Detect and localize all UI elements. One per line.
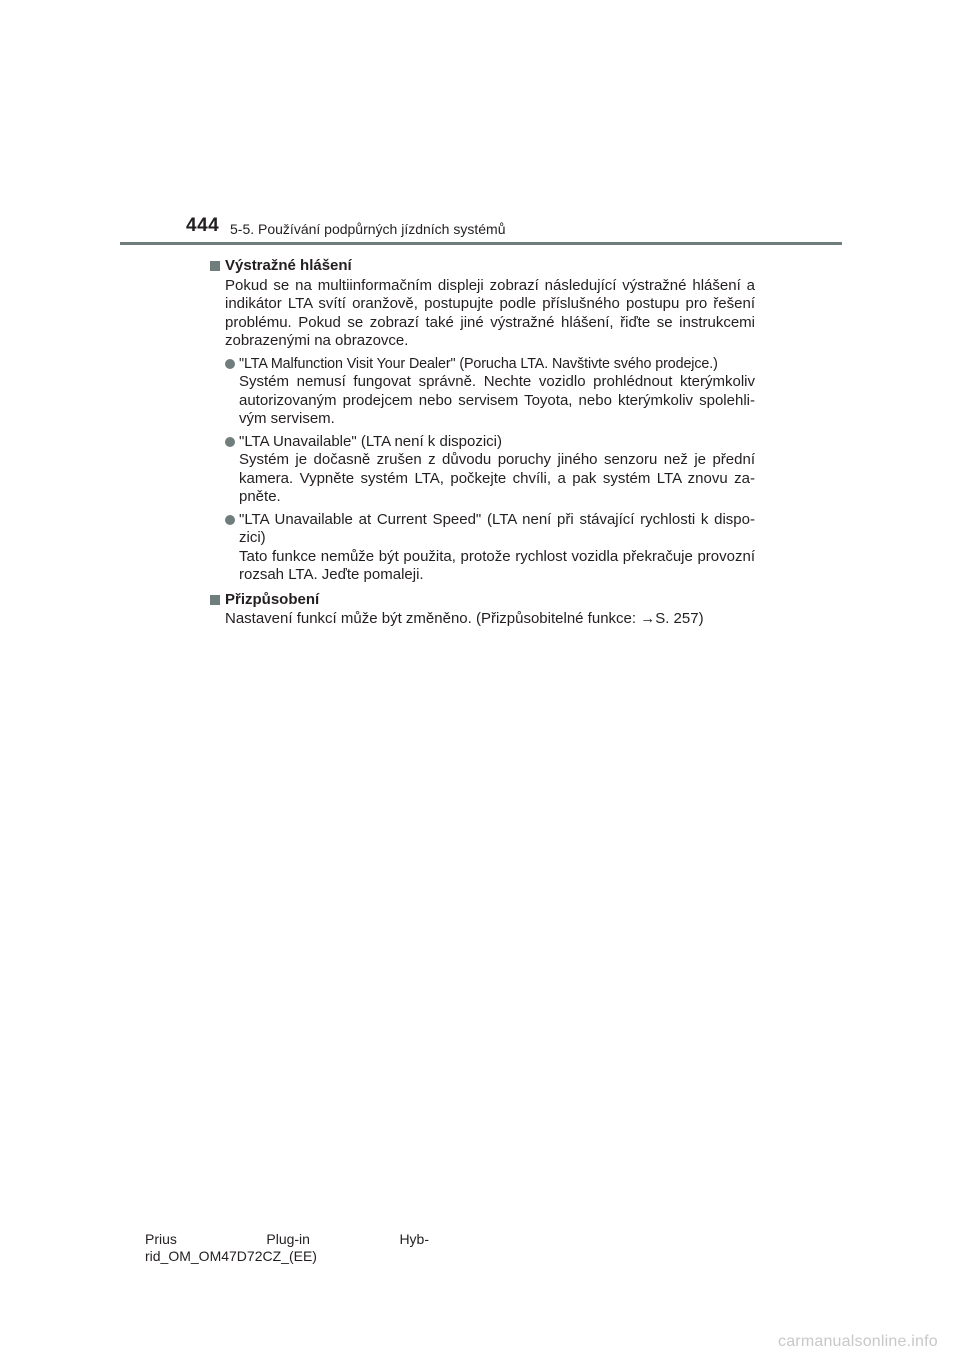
- circle-bullet-icon: [225, 515, 235, 525]
- header-divider: [120, 242, 842, 245]
- square-bullet-icon: [210, 261, 220, 271]
- item-body: Tato funkce nemůže být použita, protože rychlost vozidla překračuje provozní rozsah LTA. Jeďte pomaleji.: [239, 547, 755, 583]
- list-item: [210, 433, 755, 507]
- square-bullet-icon: [210, 595, 220, 605]
- page-footer: [145, 1231, 429, 1265]
- footer-word: Prius: [145, 1231, 177, 1247]
- warning-heading: [210, 257, 755, 276]
- customization-heading: [210, 591, 755, 610]
- circle-bullet-icon: [225, 437, 235, 447]
- footer-word: Plug-in: [266, 1231, 310, 1247]
- warning-intro: Pokud se na multiinformačním displeji zobrazí následující výstražné hlášení a indikátor LTA svítí oranžově, postupujte podle příslušného postupu pro řešení problému. Pokud se zobrazí také jiné výstražné hlášení, řiďte se instrukcemi zobrazenými na obrazovce.: [225, 276, 755, 349]
- watermark: carmanualsonline.info: [778, 1333, 938, 1350]
- page-content: [210, 257, 755, 633]
- footer-line-2: rid_OM_OM47D72CZ_(EE): [145, 1248, 317, 1264]
- footer-word: Hyb-: [399, 1231, 429, 1247]
- item-title: "LTA Malfunction Visit Your Dealer" (Porucha LTA. Navštivte svého prodejce.): [239, 355, 718, 372]
- warning-heading-text: Výstražné hlášení: [225, 257, 352, 274]
- item-title: "LTA Unavailable" (LTA není k dispozici): [239, 432, 502, 450]
- customization-heading-text: Přizpůsobení: [225, 590, 320, 608]
- page-header: [0, 0, 960, 250]
- circle-bullet-icon: [225, 359, 235, 369]
- customization-text[interactable]: Nastavení funkcí může být změněno. (Přizpůsobitelné funkce: →S. 257): [225, 610, 704, 627]
- list-item: [210, 355, 755, 429]
- item-body: Systém nemusí fungovat správně. Nechte vozidlo prohlédnout kterýmkoliv autorizovaným prodejcem nebo servisem Toyota, nebo kterýmkoliv spolehlivým servisem.: [239, 373, 755, 427]
- page-number: 444: [186, 215, 220, 236]
- item-body: Systém je dočasně zrušen z důvodu poruchy jiného senzoru než je přední kamera. Vypněte systém LTA, počkejte chvíli, a pak systém LTA znovu zapněte.: [239, 451, 755, 505]
- item-title: "LTA Unavailable at Current Speed" (LTA není při stávající rychlosti k dispozici): [239, 510, 755, 546]
- footer-line-1: [145, 1231, 429, 1248]
- section-title: 5-5. Používání podpůrných jízdních systémů: [230, 221, 506, 237]
- list-item: [210, 511, 755, 585]
